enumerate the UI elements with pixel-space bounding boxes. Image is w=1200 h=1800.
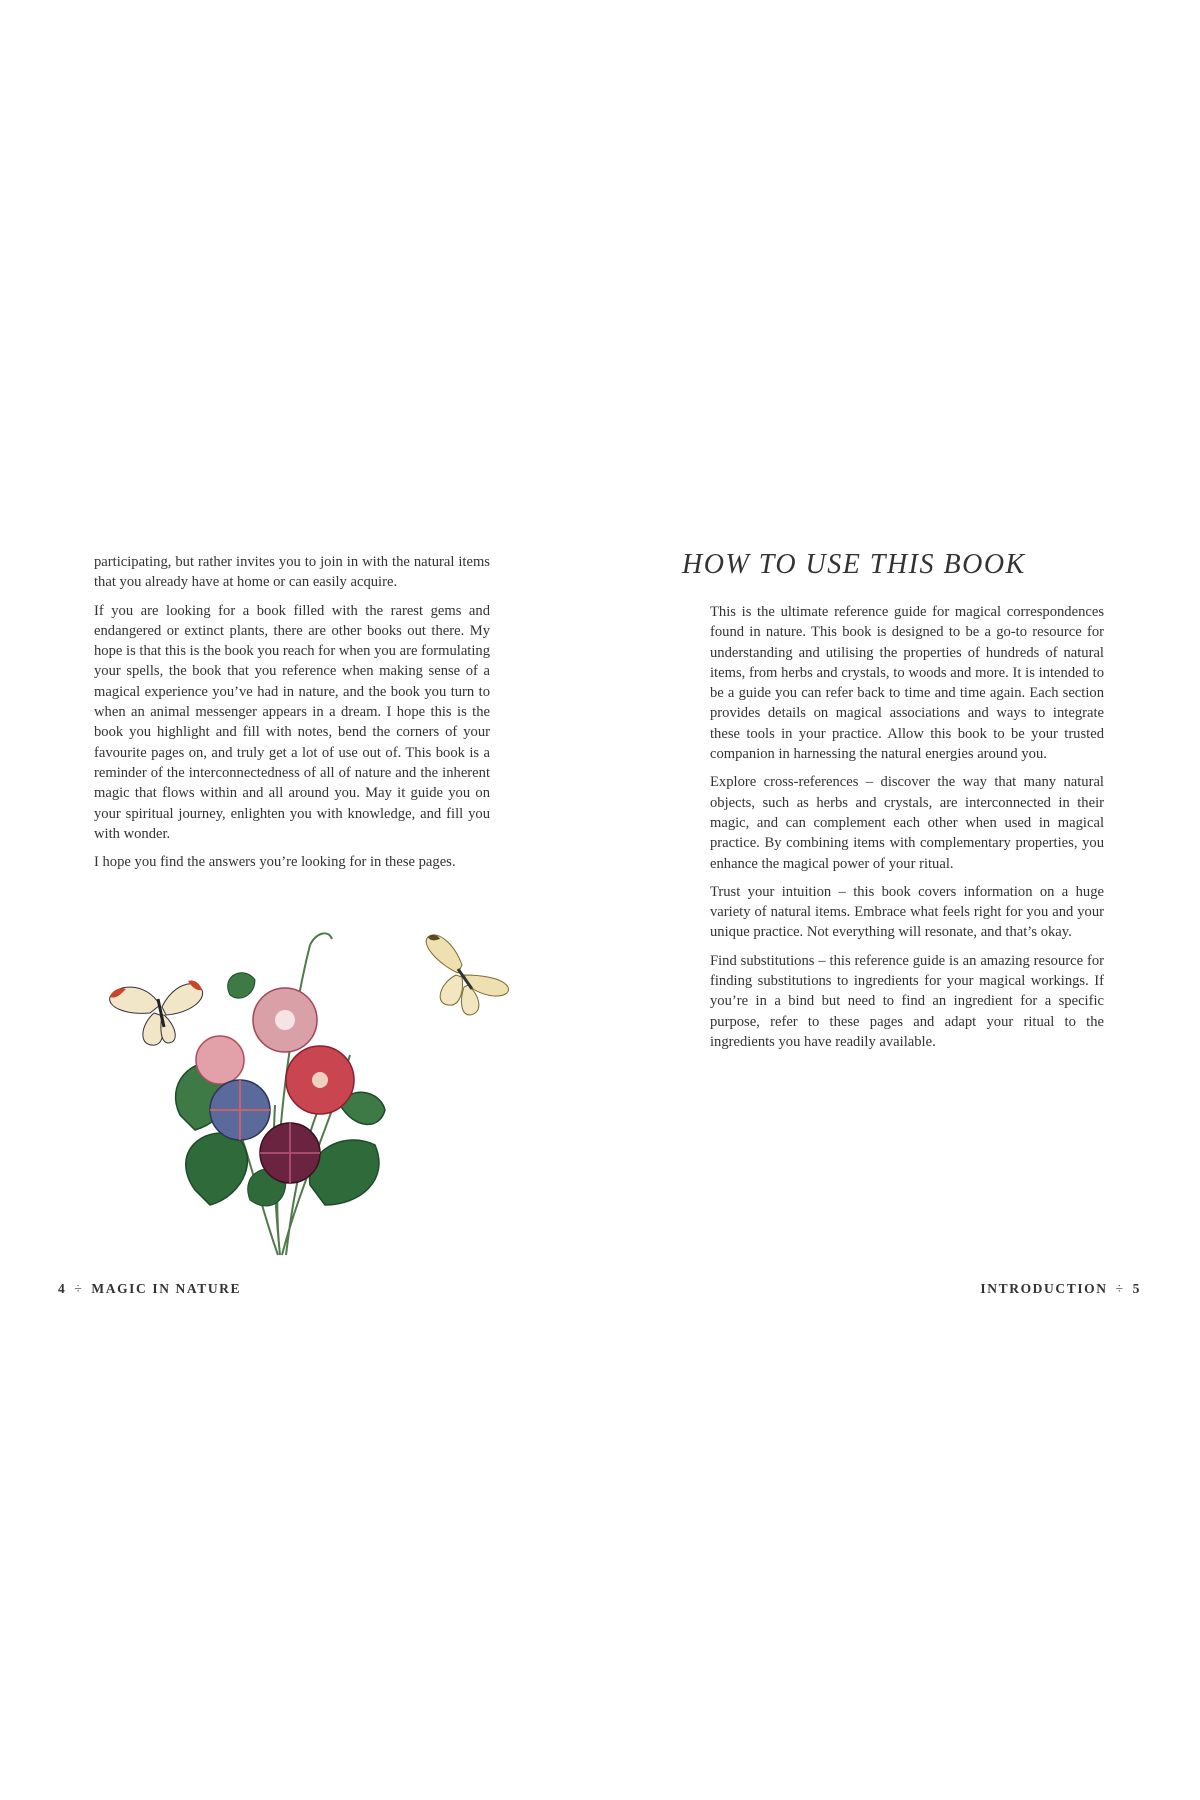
butterfly-left-icon xyxy=(110,980,203,1045)
morning-glory-bouquet-icon xyxy=(176,933,385,1255)
left-paragraph-2: If you are looking for a book filled with the rarest gems and endangered or extinct plants, there are other books out there. My hope is that this is the book you reach for when you are formulating your spells, the book that you reference when making sense of a magical experience you’ve had in nature, and the book you turn to when an animal messenger appears in a dream. I hope this is the book you highlight and fill with notes, bend the corners of your favourite pages on, and truly get a lot of use out of. This book is a reminder of the interconnectedness of all of nature and the inherent magic that flows within and all around you. May it guide you on your spiritual journey, enlighten you with knowledge, and fill you with wonder. xyxy=(94,602,490,842)
footer-separator: ÷ xyxy=(1115,1281,1125,1296)
left-paragraph-1: participating, but rather invites you to join in with the natural items that you already have at home or can easily acquire. xyxy=(94,554,490,591)
right-running-title: INTRODUCTION xyxy=(980,1281,1108,1296)
left-running-title: MAGIC IN NATURE xyxy=(91,1281,242,1296)
right-footer xyxy=(980,1281,1141,1297)
left-footer xyxy=(58,1281,241,1297)
right-paragraph-3: Trust your intuition – this book covers information on a huge variety of natural items. Embrace what feels right for you and your unique practice. Not everything will resonate, and that’s okay. xyxy=(710,883,1104,941)
right-paragraph-2: Explore cross-references – discover the way that many natural objects, such as herbs and crystals, are interconnected in their magic, and can complement each other when used in magical practice. By combining items with complementary properties, you enhance the magical power of your ritual. xyxy=(710,774,1104,872)
section-heading: HOW TO USE THIS BOOK xyxy=(682,549,1026,580)
right-body-text xyxy=(710,602,1104,1060)
left-paragraph-3: I hope you find the answers you’re looking for in these pages. xyxy=(94,854,456,871)
footer-separator: ÷ xyxy=(74,1281,84,1296)
floral-illustration xyxy=(60,905,540,1265)
right-page xyxy=(600,0,1200,1800)
left-page-number: 4 xyxy=(58,1281,67,1296)
right-paragraph-1: This is the ultimate reference guide for magical correspondences found in nature. This book is designed to be a go-to resource for understanding and utilising the properties of hundreds of natural items, from herbs and crystals, to woods and more. It is intended to be a guide you can refer back to time and time again. Each section provides details on magical associations and ways to integrate these tools in your practice. Allow this book to be your trusted companion in harnessing the natural energies around you. xyxy=(710,604,1104,763)
right-page-number: 5 xyxy=(1132,1281,1141,1296)
left-body-text xyxy=(94,552,490,880)
right-paragraph-4: Find substitutions – this reference guide is an amazing resource for finding substitutions to ingredients for your magical workings. If you’re in a bind but need to find an ingredient for a specific purpose, refer to these pages and adapt your ritual to the ingredients you have readily available. xyxy=(710,952,1104,1050)
butterfly-right-icon xyxy=(426,935,508,1015)
